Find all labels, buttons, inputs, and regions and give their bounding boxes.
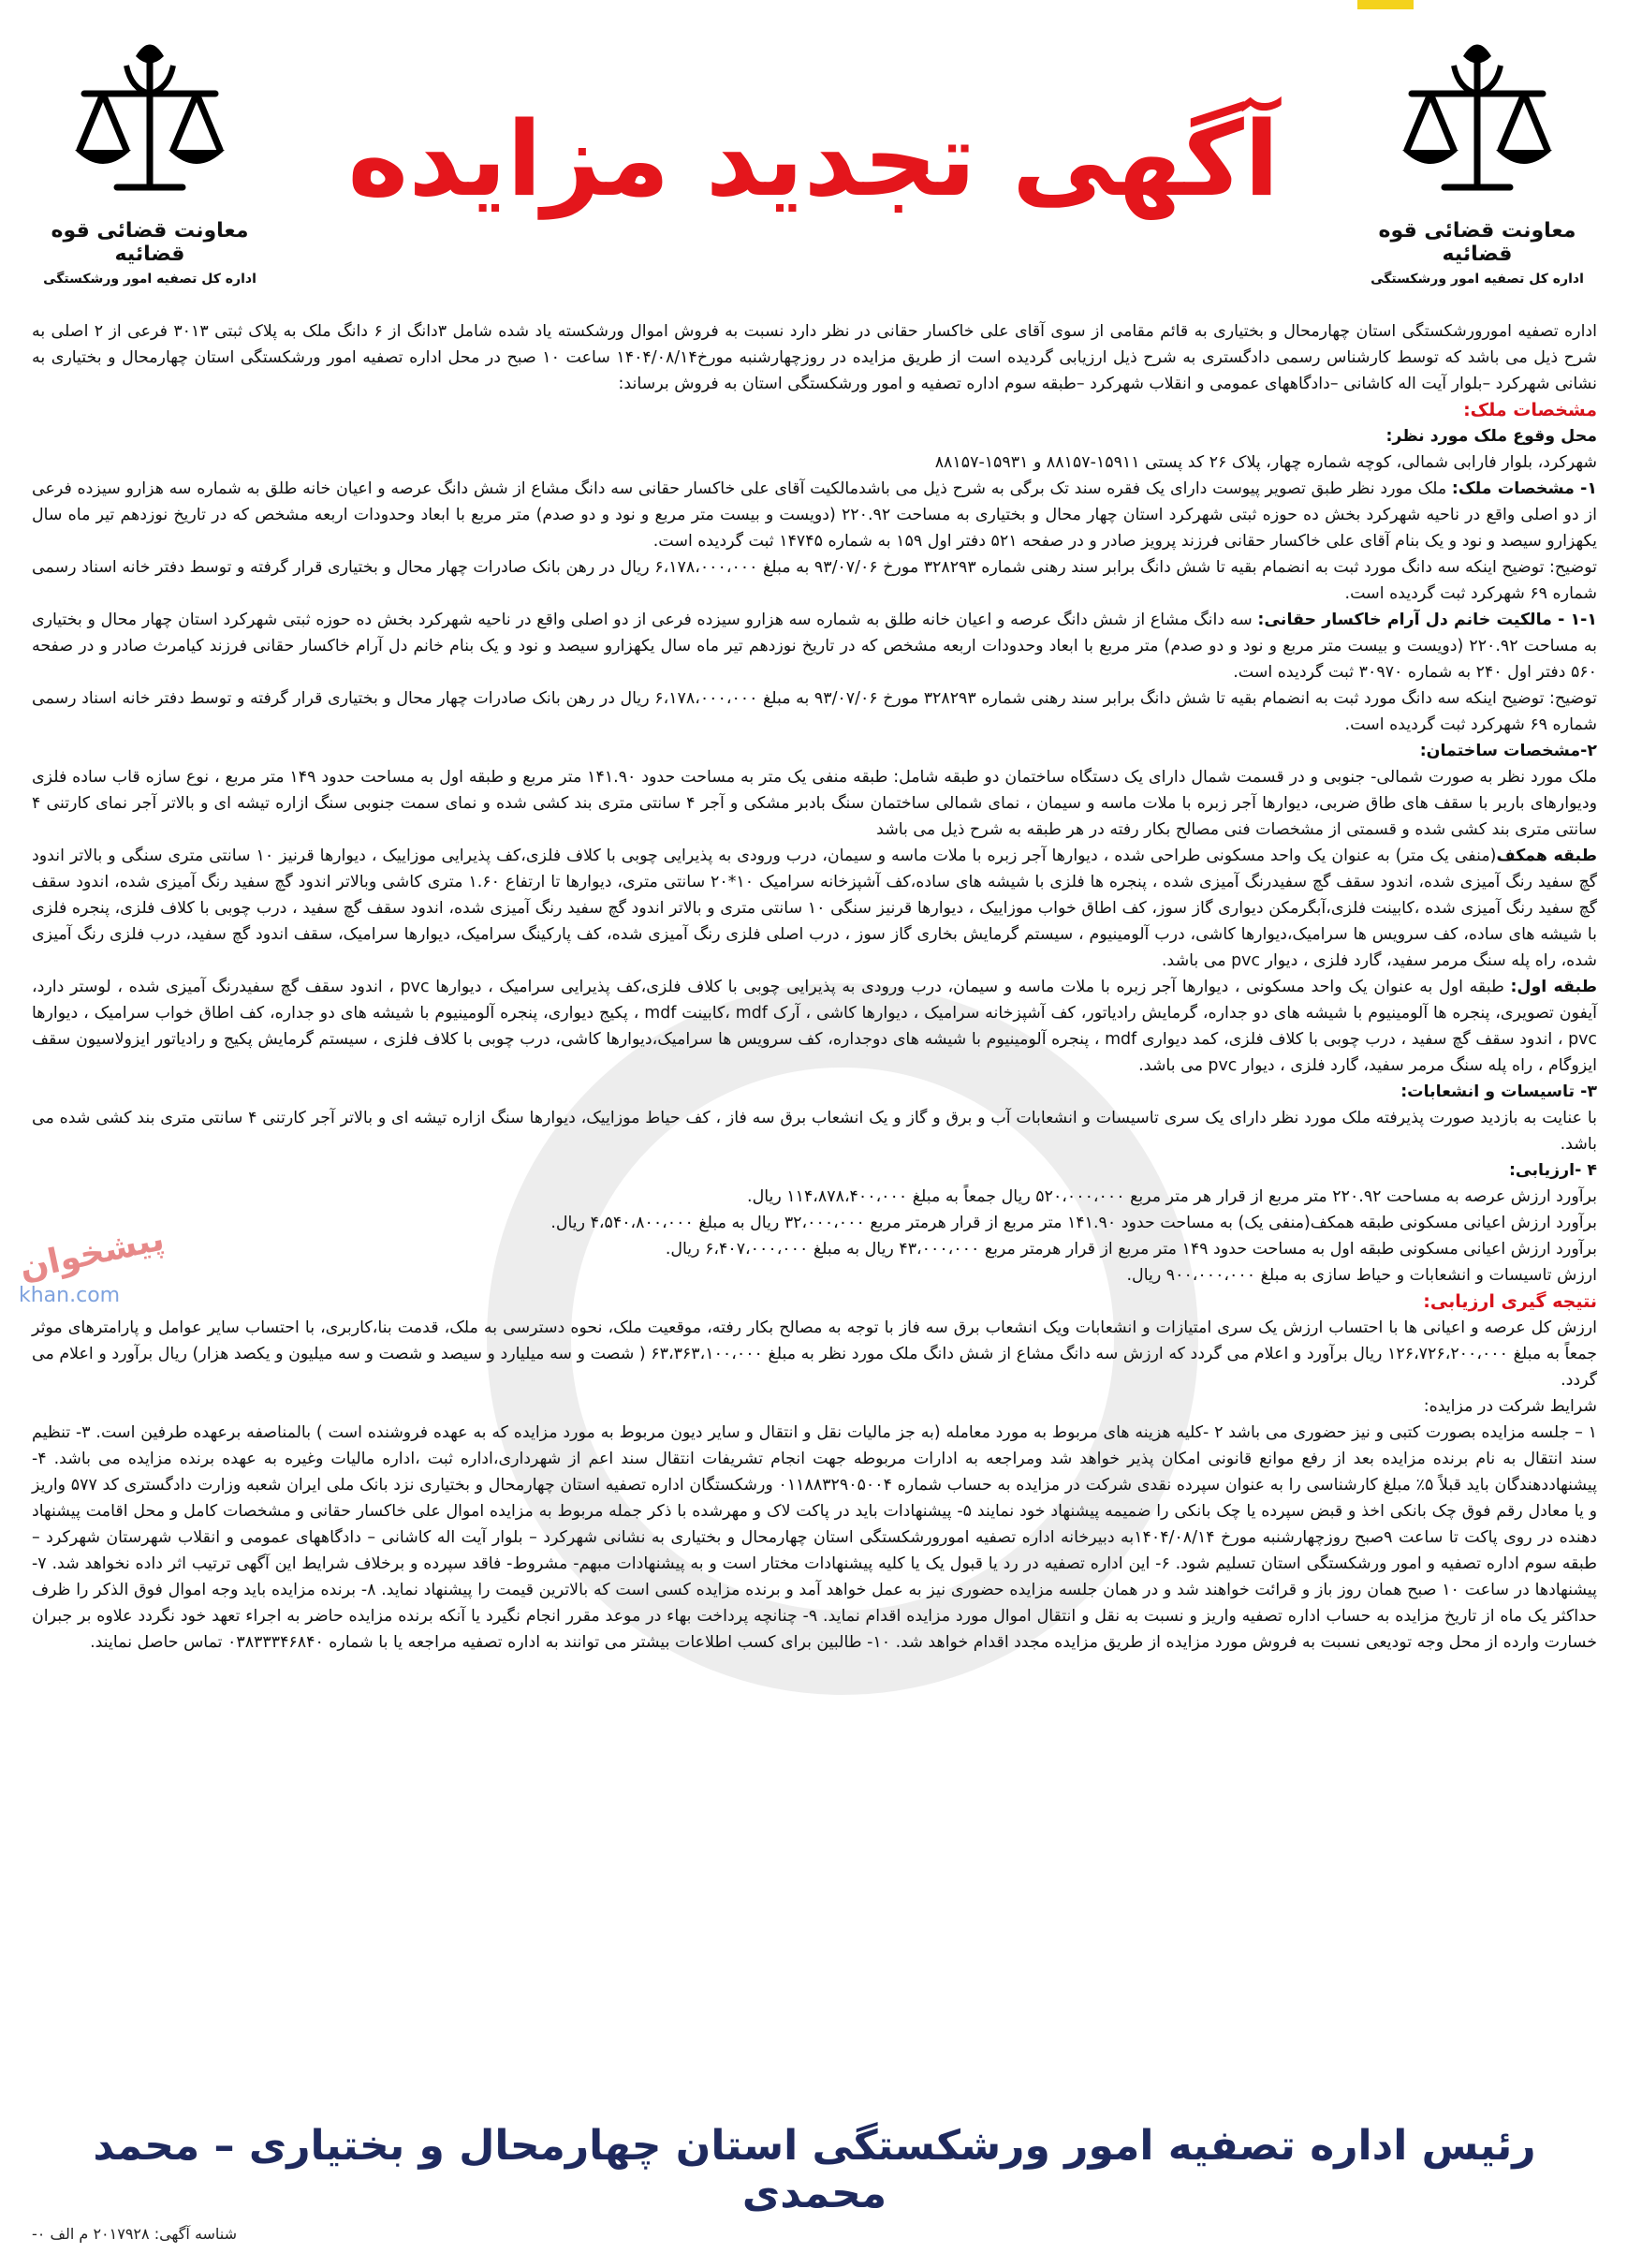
conditions-heading: شرایط شرکت در مزایده: (1423, 1397, 1597, 1416)
item1-paragraph (32, 476, 1597, 554)
watermark-logo-text: پیشخوان (16, 1219, 168, 1289)
valuation-line-3: برآورد ارزش اعیانی مسکونی طبقه اول به مساحت حدود ۱۴۹ متر مربع از قرار هرمتر مربع ۴۳،۰۰۰،۰۰۰ ریال به مبلغ ۶،۴۰۷،۰۰۰،۰۰۰ ریال. (665, 1240, 1597, 1259)
item1-1-label: ۱-۱ - مالکیت خانم دل آرام خاکسار حقانی: (1257, 611, 1597, 629)
header (0, 0, 1627, 300)
emblem-title: معاونت قضائی قوه قضائیه (51, 219, 249, 266)
building-text: ملک مورد نظر به صورت شمالی- جنوبی و در قسمت شمال دارای یک دستگاه ساختمان دو طبقه شامل: طبقه منفی یک متر به مساحت حدود ۱۴۱.۹۰ متر مربع و طبقه اول به مساحت حدود ۱۴۹ متر مربع ، نوع سازه قاب ساده فلزی ودیوارهای باربر با سقف های طاق ضربی، دیوارها آجر زبره با ملات ماسه و سیمان ، نمای شمالی ساختمان سنگ بادبر مشکی و آجر ۴ سانتی متری بند کشی شده و نمای سمت جنوبی سنگ ازاره تیشه ای و بالاتر آجر نمای کارتنی ۴ سانتی متری بند کشی شده و قسمتی از مشخصات فنی مصالح بکار رفته در هر طبقه به شرح ذیل می باشد (32, 768, 1597, 839)
emblem-subtitle: اداره کل تصفیه امور ورشکستگی (1370, 272, 1584, 287)
floor-basement-text: (منفی یک متر) به عنوان یک واحد مسکونی طراحی شده ، دیوارها آجر زبره با ملات ماسه و سیمان، درب ورودی به پذیرایی چوبی با کلاف فلزی،کف پذیرایی موزاییک ، دیوارها قرنیز ۱۰ سانتی متری سنگی و بالاتر اندود گچ سفید رنگ آمیزی شده، اندود سقف گچ سفیدرنگ آمیزی شده ، پنجره ها فلزی با شیشه های ساده،کف آشپزخانه سرامیک ۱۰*۲۰ سانتی متری، دیوارها تا ارتفاع ۱.۶۰ متری کاشی وبالاتر اندود گچ سفید رنگ آمیزی شده، اندود سقف گچ سفید رنگ آمیزی شده ،کابینت فلزی،آبگرمکن دیواری گاز سوز، کف اطاق خواب موزاییک ، دیوارها قرنیز سنگی ۱۰ سانتی متری و بالاتر اندود گچ سفید رنگ آمیزی شده، اندود سقف گچ سفید ، درب چوبی با کلاف فلزی، پنجره فلزی با شیشه های ساده، کف سرویس ها سرامیک،دیوارها کاشی، درب آلومینیوم ، سیستم گرمایش بخاری گاز سوز ، درب اصلی فلزی رنگ آمیزی شده، کف پارکینگ سرامیک، دیوارها سرامیک، سقف اندود گچ سفید، درب فلزی رنگ آمیزی شده، راه پله سنگ مرمر سفید، گارد فلزی ، دیوار pvc می باشد. (32, 847, 1597, 970)
emblem-subtitle: اداره کل تصفیه امور ورشکستگی (43, 272, 257, 287)
result-text: ارزش کل عرصه و اعیانی ها با احتساب ارزش یک سری امتیازات و انشعابات ویک انشعاب برق سه فاز با توجه به مصالح بکار رفته، موقعیت ملک، نحوه دسترسی به ملک، قدمت بنا،کاربری، با احتساب سایر عوامل و پارامترهای موثر جمعاً به مبلغ ۱۲۶،۷۲۶،۲۰۰،۰۰۰ ریال برآورد و اعلام می گردد که ارزش سه دانگ مشاع از شش دانگ ملک مورد نظر به مبلغ ۶۳،۳۶۳،۱۰۰،۰۰۰ ( شصت و سه میلیارد و سیصد و شصت و سه میلیون و یکصد هزار) ریال برآورد و اعلام می گردد. (32, 1318, 1598, 1390)
item1-label: ۱- مشخصات ملک: (1451, 479, 1597, 498)
conditions-text: ۱ – جلسه مزایده بصورت کتبی و نیز حضوری می باشد ۲ -کلیه هزینه های مربوط به مورد معامله (به جز مالیات نقل و انتقال و سایر دیون مربوط به مورد مزایده که به عهده فروشنده است ) بالمناصفه برعهده طرفین است. ۳- تنظیم سند انتقال به نام برنده مزایده بعد از رفع موانع قانونی امکان پذیر خواهد شد ومراجعه به ادارات مربوطه جهت انجام تشریفات انتقال سند اعم از شهرداری،اداره ثبت ،اداره مالیات وغیره به عهده برنده مزایده می باشد. ۴- پیشنهاددهندگان باید قبلاً ۵٪ مبلغ کارشناسی را به عنوان سپرده نقدی شرکت در مزایده به حساب شماره ۰۱۱۸۸۳۲۹۰۵۰۰۴ ورشکستگان اداره تصفیه استان چهارمحال و بختیاری نزد بانک ملی ایران شعبه وزارت دادگستری کد ۵۷۷ واریز و یا معادل رقم فوق چک بانکی اخذ و قبض سپرده یا چک بانکی را ضمیمه پیشنهاد خود نمایند ۵- پیشنهادات باید در پاکت لاک و مهرشده با ذکر جمله مربوط به مزایده اموال علی خاکسار حقانی و مشخصات کامل و محل اقامت پیشنهاد دهنده در روی پاکت تا ساعت ۹صبح روزچهارشنبه مورخ ۱۴۰۴/۰۸/۱۴به دبیرخانه اداره تصفیه امورورشکستگی استان چهارمحال و بختیاری به نشانی شهرکرد – بلوار آیت اله کاشانی – دادگاههای عمومی و انقلاب شهرستان شهرکرد – طبقه سوم اداره تصفیه و امور ورشکستگی استان تسلیم شود. ۶- این اداره تصفیه در رد یا قبول یک یا کلیه پیشنهادات مختار است و به پیشنهادات مبهم- مشروط- فاقد سپرده و برخلاف شرایط این آگهی ترتیب اثر داده نخواهد شد. ۷- پیشنهادها در ساعت ۱۰ صبح همان روز باز و قرائت خواهند شد و در همان جلسه مزایده حضوری نیز به عمل خواهد آمد و برنده مزایده کسی است که بالاترین قیمت را پیشنهاد نماید. ۸- برنده مزایده باید وجه اموال فوق الذکر را ظرف حداکثر یک ماه از تاریخ مزایده به حساب اداره تصفیه واریز و نسبت به نقل و انتقال اموال مورد مزایده اقدام نماید. ۹- چنانچه پرداخت بهاء در موعد مقرر انجام نگیرد یا آنکه برنده مزایده حاضر به اجراء تعهد خود نگردد علاوه بر جبران خسارت وارده از محل وجه تودیعی نسبت به فروش مورد مزایده از طریق مزایده مجدد اقدام خواهد شد. ۱۰- طالبین برای کسب اطلاعات بیشتر می توانند به اداره تصفیه مراجعه یا با شماره ۰۳۸۳۳۳۴۶۸۴۰ تماس حاصل نمایند. (32, 1423, 1598, 1652)
scales-of-justice-icon (1388, 37, 1566, 215)
floor-first-paragraph (32, 974, 1597, 1079)
floor-basement-label: طبقه همکف (1496, 847, 1597, 865)
scales-of-justice-icon (61, 37, 239, 215)
note1-paragraph: توضیح: توضیح اینکه سه دانگ مورد ثبت به انضمام بقیه تا شش دانگ برابر سند رهنی شماره ۳۲۸۲۹۳ مورخ ۹۳/۰۷/۰۶ به مبلغ ۶،۱۷۸،۰۰۰،۰۰۰ ریال در رهن بانک صادرات چهار محال و بختیاری قرار گرفته و توسط دفتر خانه اسناد رسمی شماره ۶۹ شهرکرد ثبت گردیده است. (32, 558, 1597, 603)
judiciary-emblem-left (37, 37, 262, 300)
watermark-url: khan.com (19, 1284, 121, 1307)
notice-id-footer (32, 2225, 1597, 2243)
page-title: آگهی تجدید مزایده (347, 99, 1280, 219)
location-heading: محل وقوع ملک مورد نظر: (1385, 427, 1597, 446)
floor-first-text: طبقه اول به عنوان یک واحد مسکونی ، دیوارها آجر زبره با ملات ماسه و سیمان، درب ورودی به پذیرایی چوبی با کلاف فلزی،کف پذیرایی سرامیک ، دیوارها pvc ، اندود سقف گچ سفیدرنگ آمیزی شده ، لوستر دارد، آیفون تصویری، پنجره ها آلومینیوم با شیشه های دو جداره، گرمایش رادیاتور، کف آشپزخانه سرامیک ، دیوارها کاشی ، آرک mdf ،کابینت mdf ، پکیج دیواری، پنجره آلومینیوم با شیشه های دو جداره، کف اطاق خواب سرامیک ، دیوارها pvc ، اندود سقف گچ سفید ، درب چوبی با کلاف فلزی، کمد دیواری mdf ، پنجره آلومینیوم با شیشه های دوجداره، کف سرویس ها سرامیک،دیوارها کاشی، درب چوبی با کلاف فلزی ، سیستم گرمایش پکیج و رادیاتور ایزولاسیون سقف ایزوگام ، راه پله سنگ مرمر سفید، گارد فلزی ، دیوار pvc می باشد. (32, 978, 1597, 1075)
result-heading: نتیجه گیری ارزیابی: (1423, 1291, 1597, 1312)
judiciary-emblem-right (1365, 37, 1590, 300)
emblem-title: معاونت قضائی قوه قضائیه (1378, 219, 1576, 266)
utilities-text: با عنایت به بازدید صورت پذیرفته ملک مورد نظر دارای یک سری تاسیسات و انشعابات آب و برق و گاز و یک انشعاب برق سه فاز ، کف حیاط موزاییک، دیوارها سنگ ازاره تیشه ای و بالاتر آجر کارتنی ۴ سانتی متری بند کشی شده می باشد. (32, 1109, 1597, 1154)
signature-line: رئیس اداره تصفیه امور ورشکستگی استان چهارمحال و بختیاری – محمد محمدی (93, 2122, 1536, 2217)
valuation-line-4: ارزش تاسیسات و انشعابات و حیاط سازی به مبلغ ۹۰۰،۰۰۰،۰۰۰ ریال. (1126, 1266, 1597, 1285)
building-heading: ۲-مشخصات ساختمان: (1419, 742, 1597, 760)
valuation-heading: ۴ -ارزیابی: (1508, 1161, 1597, 1180)
floor-basement-paragraph (32, 843, 1597, 974)
floor-first-label: طبقه اول: (1510, 978, 1597, 996)
notice-id-value: ۲۰۱۷۹۲۸ (93, 2225, 150, 2243)
note2-paragraph: توضیح: توضیح اینکه سه دانگ مورد ثبت به انضمام بقیه تا شش دانگ برابر سند رهنی شماره ۳۲۸۲۹۳ مورخ ۹۳/۰۷/۰۶ به مبلغ ۶،۱۷۸،۰۰۰،۰۰۰ ریال در رهن بانک صادرات چهار محال و بختیاری قرار گرفته و توسط دفتر خانه اسناد رسمی شماره ۶۹ شهرکرد ثبت گردیده است. (32, 689, 1597, 734)
valuation-line-2: برآورد ارزش اعیانی مسکونی طبقه همکف(منفی یک) به مساحت حدود ۱۴۱.۹۰ متر مربع از قرار هرمتر مربع ۳۲،۰۰۰،۰۰۰ ریال به مبلغ ۴،۵۴۰،۸۰۰،۰۰۰ ریال. (550, 1214, 1597, 1232)
notice-body (32, 318, 1597, 1656)
item1-text: ملک مورد نظر طبق تصویر پیوست دارای یک فقره سند تک برگی به شرح ذیل می باشدمالکیت آقای علی خاکسار حقانی سه دانگ مشاع از شش دانگ عرصه و اعیان خانه طلق به شماره سه هزارو سیزده فرعی از دو اصلی واقع در ناحیه شهرکرد بخش ده حوزه ثبتی شهرکرد استان چهار محال و بختیاری به مساحت ۲۲۰.۹۲ (دویست و بیست متر مربع و نود و دو صدم) متر مربع با ابعاد وحدودات اربعه مشخص که در تاریخ نوزدهم تیر ماه سال یکهزارو سیصد و نود و یک بنام آقای علی خاکسار حقانی فرزند پرویز صادر و در صفحه ۵۲۱ دفتر اول ۱۵۹ به شماره ۱۴۷۴۵ ثبت گردیده است. (32, 479, 1597, 551)
property-heading: مشخصات ملک: (1463, 400, 1597, 420)
valuation-line-1: برآورد ارزش عرصه به مساحت ۲۲۰.۹۲ متر مربع از قرار هر متر مربع ۵۲۰،۰۰۰،۰۰۰ ریال جمعاً به مبلغ ۱۱۴،۸۷۸،۴۰۰،۰۰۰ ریال. (747, 1187, 1597, 1206)
notice-code: م الف ۰- (32, 2225, 89, 2243)
notice-id-label: شناسه آگهی: (154, 2225, 238, 2243)
location-text: شهرکرد، بلوار فارابی شمالی، کوچه شماره چهار، پلاک ۲۶ کد پستی ۱۵۹۱۱-۸۸۱۵۷ و ۱۵۹۳۱-۸۸۱۵۷ (934, 453, 1597, 472)
intro-paragraph: اداره تصفیه امورورشکستگی استان چهارمحال و بختیاری به قائم مقامی از سوی آقای علی خاکسار حقانی در نظر دارد نسبت به فروش اموال ورشکسته یاد شده شامل ۳دانگ از ۶ دانگ ملک به پلاک ثبتی ۳۰۱۳ فرعی از ۲ اصلی به شرح ذیل می باشد که توسط کارشناس رسمی دادگستری به شرح ذیل ارزیابی گردیده است از طریق مزایده در روزچهارشنبه مورخ۱۴۰۴/۰۸/۱۴ ساعت ۱۰ صبح در محل اداره تصفیه امور ورشکستگی استان چهارمحال و بختیاری به نشانی شهرکرد –بلوار آیت اله کاشانی –دادگاههای عمومی و انقلاب شهرکرد –طبقه سوم اداره تصفیه و امور ورشکستگی استان به فروش برساند: (32, 322, 1597, 393)
item1-1-paragraph (32, 607, 1597, 685)
item1-1-text: سه دانگ مشاع از شش دانگ عرصه و اعیان خانه طلق به شماره سه هزارو سیزده فرعی از دو اصلی واقع در ناحیه شهرکرد بخش ده حوزه ثبتی شهرکرد استان چهار محال و بختیاری به مساحت ۲۲۰.۹۲ (دویست و بیست متر مربع و نود و دو صدم) متر مربع با ابعاد وحدودات اربعه مشخص که در تاریخ نوزدهم تیر ماه سال یکهزارو سیصد و نود و یک بنام خانم دل آرام خاکسار حقانی فرزند کیامرث صادر و در صفحه ۵۶۰ دفتر اول ۲۴۰ به شماره ۳۰۹۷۰ ثبت گردیده است. (32, 611, 1597, 682)
utilities-heading: ۳- تاسیسات و انشعابات: (1400, 1082, 1597, 1101)
